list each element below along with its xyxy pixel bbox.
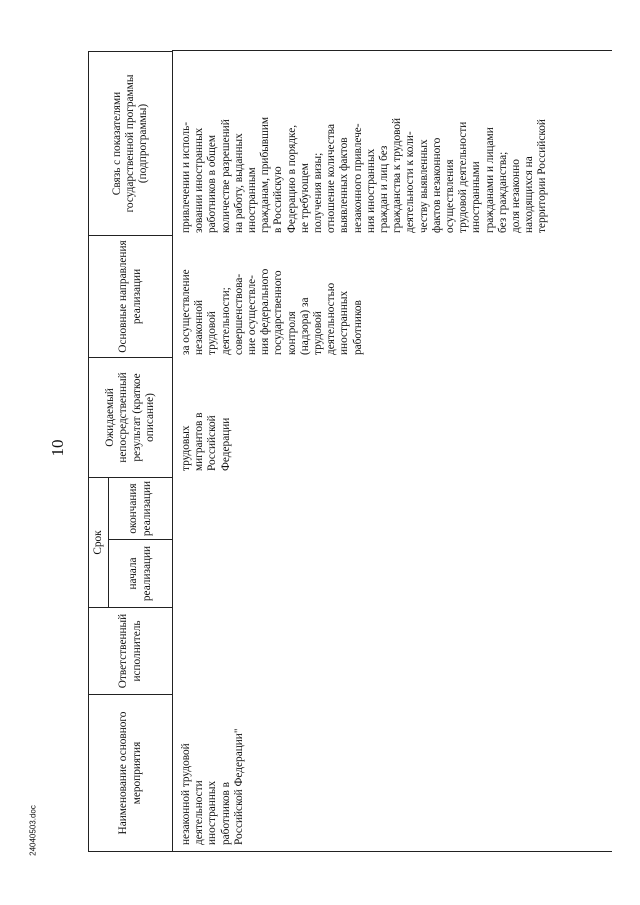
cell-line: привлечении и исполь- bbox=[180, 122, 192, 233]
cell-line: находящихся на bbox=[523, 156, 536, 233]
cell-line: государственного bbox=[272, 270, 285, 355]
cell-line: контроля bbox=[285, 311, 298, 355]
cell-line: граждан и лиц без bbox=[378, 145, 391, 233]
cell-line: работников bbox=[351, 300, 364, 355]
header-start: начала реализации bbox=[109, 540, 173, 608]
footer-filename: 24040503.doc bbox=[28, 805, 38, 856]
cell-line: гражданами и лицами bbox=[483, 127, 496, 233]
header-end: окончания реализации bbox=[109, 477, 173, 539]
cell-line: честву выявленных bbox=[417, 139, 430, 233]
cell-line: гражданства к трудовой bbox=[391, 117, 404, 233]
cell-line: деятельности bbox=[193, 780, 206, 845]
cell-line: не требующем bbox=[298, 163, 311, 233]
cell-line: в Российскую bbox=[272, 166, 285, 233]
cell-line: незаконной bbox=[193, 299, 206, 355]
cell-line: на работу, выданных bbox=[232, 133, 245, 233]
measures-table bbox=[88, 51, 173, 852]
cell-line: зовании иностранных bbox=[193, 127, 206, 233]
table-body bbox=[172, 50, 612, 852]
cell-line: иностранными bbox=[470, 161, 483, 233]
cell-line: гражданам, прибывшим bbox=[259, 116, 272, 233]
cell-line: без гражданства; bbox=[496, 151, 509, 233]
cell-line: за осуществление bbox=[180, 269, 192, 355]
cell-line: ния иностранных bbox=[364, 148, 377, 233]
header-directions: Основные направления реализации bbox=[89, 235, 173, 357]
cell-line: Федерации bbox=[219, 417, 232, 471]
header-name: Наименование основного мероприятия bbox=[89, 695, 173, 852]
cell-line: незаконной трудовой bbox=[180, 743, 192, 845]
cell-line: иностранных bbox=[338, 290, 351, 355]
cell-line: совершенствова- bbox=[232, 273, 245, 355]
cell-line: доля незаконно bbox=[510, 159, 523, 233]
header-term: Срок bbox=[89, 477, 109, 607]
cell-line: территории Российской bbox=[536, 119, 549, 233]
cell-line: трудовой деятельности bbox=[457, 121, 470, 233]
header-executor: Ответственный исполнитель bbox=[89, 608, 173, 695]
header-link: Связь с показателями государственной программы (подпрограммы) bbox=[89, 51, 173, 235]
cell-line: выявленных фактов bbox=[338, 137, 351, 233]
cell-line: Российской bbox=[206, 415, 219, 471]
cell-line: незаконного привлече- bbox=[351, 123, 364, 233]
cell-line: деятельностью bbox=[325, 282, 338, 355]
cell-line: работников в bbox=[219, 782, 232, 845]
cell-line: Российской Федерации" bbox=[232, 728, 245, 845]
cell-link bbox=[180, 117, 550, 233]
cell-directions bbox=[180, 269, 365, 355]
cell-line: иностранным bbox=[246, 167, 259, 233]
cell-line: деятельности к коли- bbox=[404, 131, 417, 233]
cell-line: иностранных bbox=[206, 780, 219, 845]
rotated-table-frame bbox=[88, 52, 618, 852]
cell-line: фактов незаконного bbox=[430, 137, 443, 233]
page-number: 10 bbox=[48, 439, 67, 457]
cell-line: трудовой bbox=[312, 311, 325, 355]
cell-name bbox=[180, 729, 246, 845]
cell-line: трудовых bbox=[180, 425, 192, 471]
cell-line: работников в общем bbox=[206, 134, 219, 233]
cell-line: трудовой bbox=[206, 311, 219, 355]
cell-line: отношение количества bbox=[325, 124, 338, 233]
cell-line: мигрантов в bbox=[193, 412, 206, 471]
cell-result bbox=[180, 413, 233, 471]
cell-line: ние осуществле- bbox=[246, 275, 259, 355]
cell-line: ния федерального bbox=[259, 268, 272, 355]
cell-line: (надзора) за bbox=[298, 297, 311, 355]
cell-line: осуществления bbox=[444, 159, 457, 233]
cell-line: количестве разрешений bbox=[219, 119, 232, 233]
cell-line: Федерацию в порядке, bbox=[285, 124, 298, 233]
header-result: Ожидаемый непосредственный результат (краткое описание) bbox=[89, 357, 173, 477]
cell-line: получения визы; bbox=[312, 152, 325, 233]
cell-line: деятельности; bbox=[219, 287, 232, 355]
